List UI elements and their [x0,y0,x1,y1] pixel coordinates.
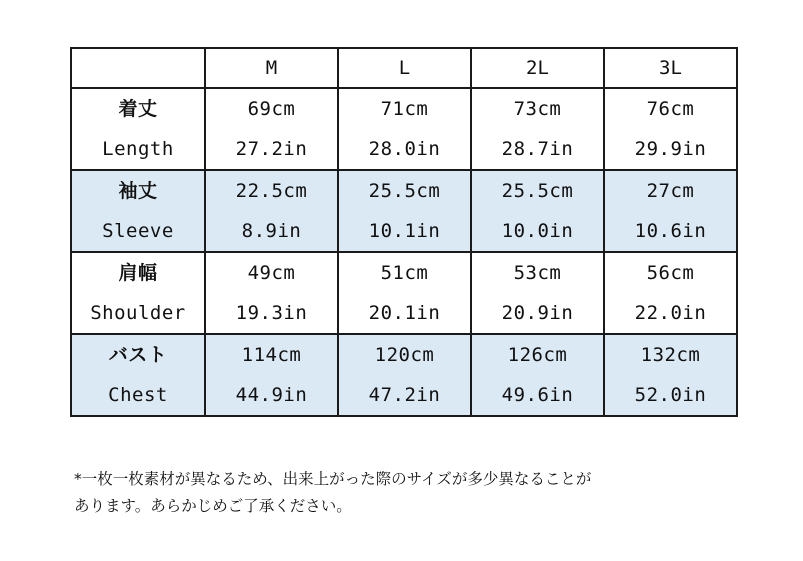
value-cm: 51cm [380,262,429,284]
header-size-m: M [205,48,338,88]
value-in: 20.1in [368,302,441,324]
row-label-jp: 袖丈 [118,180,158,202]
row-sleeve [71,170,737,252]
value-in: 10.0in [501,220,574,242]
value-cm: 76cm [646,98,695,120]
value-cm: 25.5cm [368,180,441,202]
value-in: 27.2in [235,138,308,160]
value-cm: 69cm [247,98,296,120]
row-label-cell [71,334,205,416]
value-cm: 126cm [507,344,568,366]
table-cell [471,88,604,170]
row-label-cell [71,252,205,334]
table-cell [604,252,737,334]
table-cell [604,88,737,170]
row-label-en: Length [102,138,174,160]
row-shoulder [71,252,737,334]
value-cm: 114cm [241,344,302,366]
header-row [71,48,737,88]
table-cell [604,170,737,252]
value-cm: 49cm [247,262,296,284]
row-label-cell [71,170,205,252]
header-size-l: L [338,48,471,88]
disclaimer-line-2: あります。あらかじめご了承ください。 [74,497,352,515]
table-cell [205,88,338,170]
row-label-en: Chest [108,384,168,406]
table-cell [205,170,338,252]
disclaimer-note [74,466,734,520]
value-cm: 71cm [380,98,429,120]
header-size-2l: 2L [471,48,604,88]
table-cell [205,252,338,334]
value-in: 49.6in [501,384,574,406]
row-label-jp: バスト [108,344,168,366]
value-cm: 120cm [374,344,435,366]
value-in: 10.1in [368,220,441,242]
value-cm: 132cm [640,344,701,366]
value-cm: 53cm [513,262,562,284]
value-in: 44.9in [235,384,308,406]
value-in: 52.0in [634,384,707,406]
value-cm: 25.5cm [501,180,574,202]
value-in: 20.9in [501,302,574,324]
value-in: 29.9in [634,138,707,160]
value-in: 19.3in [235,302,308,324]
table-cell [338,334,471,416]
row-label-cell [71,88,205,170]
row-label-en: Shoulder [90,302,186,324]
value-in: 47.2in [368,384,441,406]
row-length [71,88,737,170]
table-cell [471,334,604,416]
row-chest [71,334,737,416]
row-label-jp: 肩幅 [118,262,158,284]
value-in: 28.0in [368,138,441,160]
header-size-3l: 3L [604,48,737,88]
row-label-en: Sleeve [102,220,174,242]
value-in: 22.0in [634,302,707,324]
table-cell [338,170,471,252]
value-cm: 56cm [646,262,695,284]
table-cell [338,88,471,170]
value-in: 10.6in [634,220,707,242]
row-label-jp: 着丈 [118,98,158,120]
size-table [70,47,738,417]
value-in: 28.7in [501,138,574,160]
value-cm: 22.5cm [235,180,308,202]
value-cm: 73cm [513,98,562,120]
table-cell [604,334,737,416]
value-in: 8.9in [241,220,302,242]
table-cell [205,334,338,416]
table-cell [338,252,471,334]
disclaimer-line-1: *一枚一枚素材が異なるため、出来上がった際のサイズが多少異なることが [74,470,592,488]
table-cell [471,170,604,252]
value-cm: 27cm [646,180,695,202]
header-corner-cell [71,48,205,88]
table-cell [471,252,604,334]
